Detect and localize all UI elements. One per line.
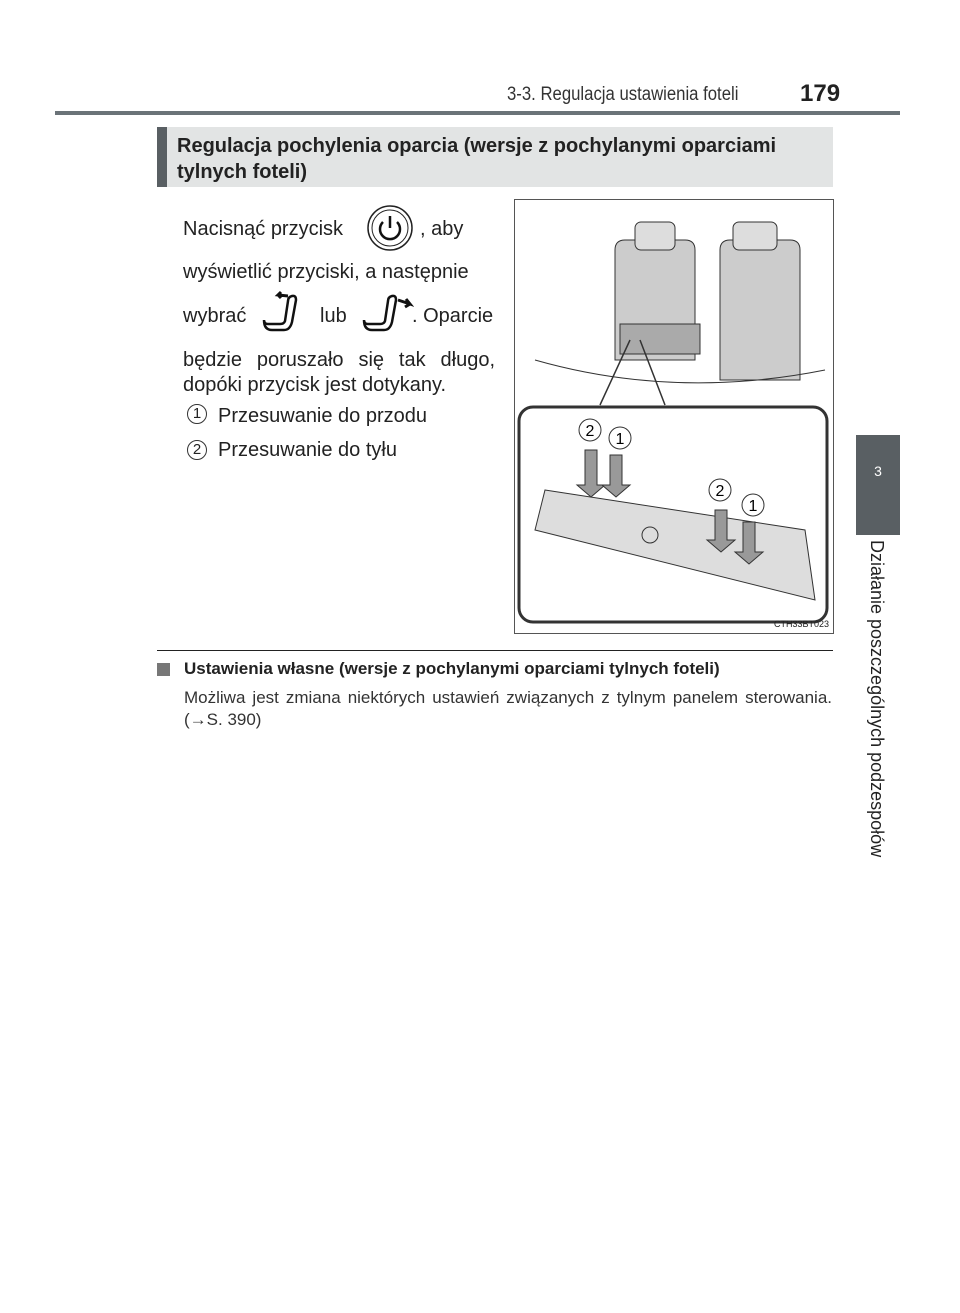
header-divider xyxy=(55,111,900,115)
rear-seat-illustration xyxy=(514,199,834,634)
item-number: 2 xyxy=(187,440,207,460)
text: . Oparcie xyxy=(412,305,494,327)
text: , aby xyxy=(420,218,464,240)
item-label: Przesuwanie do przodu xyxy=(218,405,428,427)
seat-recline-forward-icon xyxy=(258,290,304,336)
divider xyxy=(157,650,833,651)
page-number: 179 xyxy=(800,80,841,107)
text: dopóki przycisk jest dotykany. xyxy=(183,374,447,396)
text: lub xyxy=(320,305,347,327)
svg-text:2: 2 xyxy=(715,483,725,500)
svg-text:1: 1 xyxy=(615,431,625,448)
figure-callout xyxy=(742,494,764,516)
chapter-title: Działanie poszczególnych podzespołów xyxy=(867,540,887,858)
header-section: 3-3. Regulacja ustawienia foteli xyxy=(507,84,739,105)
subsection-title: Ustawienia własne (wersje z pochylanymi oparciami tylnych foteli) xyxy=(184,659,720,678)
text: wyświetlić przyciski, a następnie xyxy=(183,261,469,283)
seat-drawing xyxy=(515,200,833,633)
figure-callout xyxy=(579,419,601,441)
svg-text:1: 1 xyxy=(748,498,758,515)
bullet-square-icon xyxy=(157,663,170,676)
text: wybrać xyxy=(183,305,247,327)
chapter-tab: 3 xyxy=(856,435,900,535)
figure-callout xyxy=(709,479,731,501)
figure-code: CTH33BT023 xyxy=(773,619,829,629)
subsection-body: Możliwa jest zmiana niektórych ustawień związanych z tylnym panelem sterowania. (→S. 390) xyxy=(184,688,832,729)
text: Nacisnąć przycisk xyxy=(183,218,344,240)
text: będzie poruszało się tak długo, xyxy=(183,349,495,371)
svg-text:2: 2 xyxy=(585,423,595,440)
item-number: 1 xyxy=(187,404,207,424)
figure-callout xyxy=(609,427,631,449)
power-button-icon xyxy=(366,204,414,252)
item-label: Przesuwanie do tyłu xyxy=(218,439,397,461)
section-title: Regulacja pochylenia oparcia (wersje z pochylanymi oparciami tylnych foteli) xyxy=(157,127,833,187)
seat-recline-backward-icon xyxy=(358,290,414,336)
